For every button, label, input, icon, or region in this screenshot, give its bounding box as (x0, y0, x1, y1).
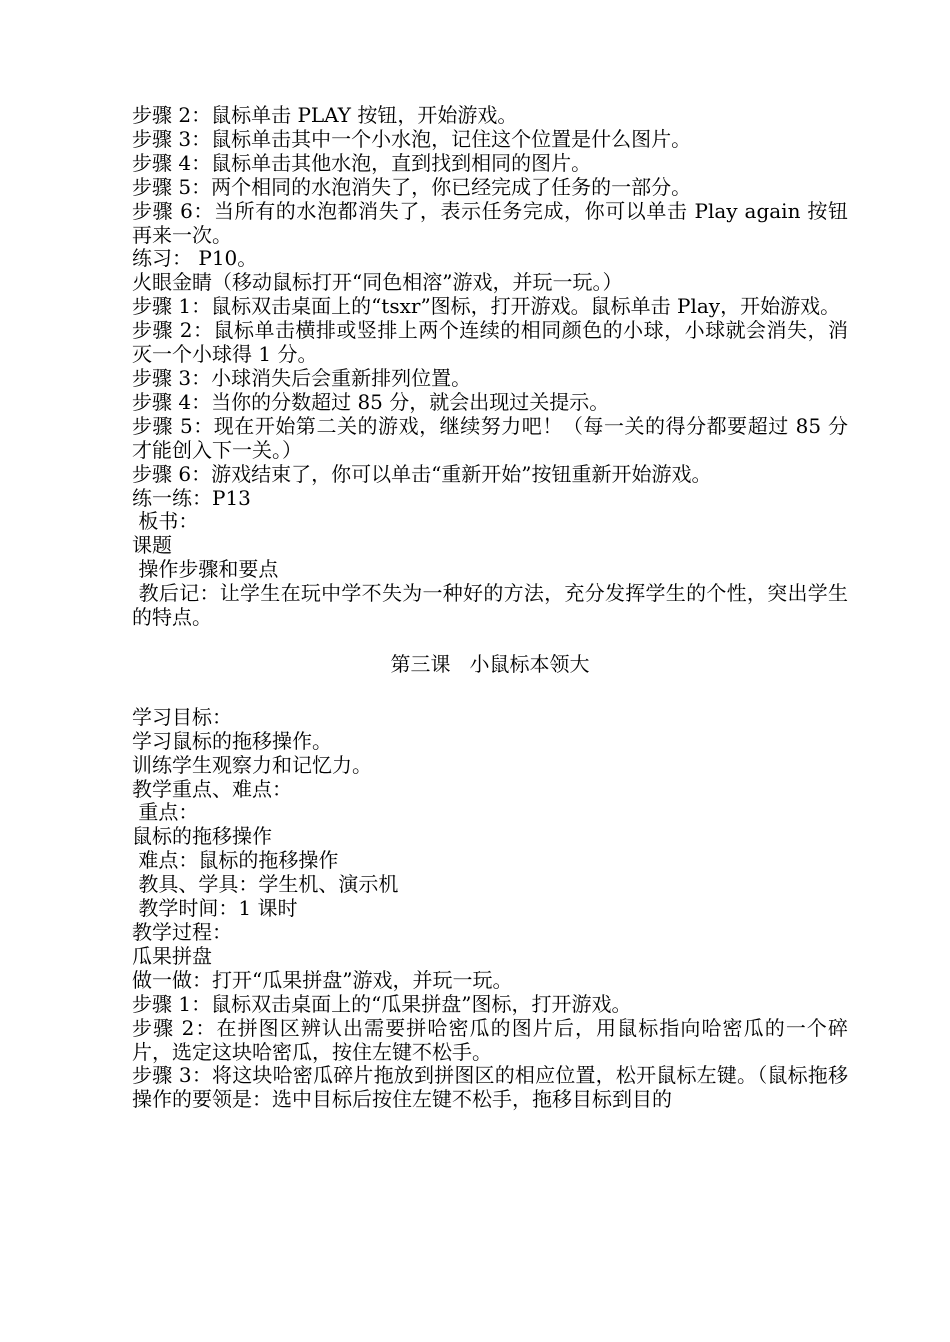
practice-line: 练一练：P13 (132, 485, 251, 510)
objective-1: 学习鼠标的拖移操作。 (132, 728, 332, 753)
step-2-line: 步骤 2：鼠标单击 PLAY 按钮，开始游戏。 (132, 103, 518, 127)
teaching-process-label: 教学过程： (132, 920, 232, 944)
step-5-line: 步骤 5：两个相同的水泡消失了，你已经完成了任务的一部分。 (132, 174, 692, 199)
fruit-puzzle-heading: 瓜果拼盘 (132, 943, 212, 968)
activity-step-3: 步骤 3：小球消失后会重新排列位置。 (132, 365, 472, 390)
steps-points-label: 操作步骤和要点 (132, 557, 279, 582)
difficulty-line: 难点：鼠标的拖移操作 (132, 848, 339, 873)
exercise-line: 练习： P10。 (132, 246, 258, 271)
activity-heading: 火眼金睛（移动鼠标打开“同色相溶”游戏，并玩一玩。） (132, 270, 623, 295)
key-point-label: 重点： (132, 800, 199, 825)
activity-step-4: 步骤 4：当你的分数超过 85 分，就会出现过关提示。 (132, 389, 610, 414)
objectives-label: 学习目标： (132, 704, 232, 729)
step-6-line: 步骤 6：当所有的水泡都消失了，表示任务完成，你可以单击 Play again 按钮再来一次。 (132, 198, 848, 247)
reflection-line: 教后记：让学生在玩中学不失为一种好的方法，充分发挥学生的个性，突出学生的特点。 (132, 581, 849, 630)
step-4-line: 步骤 4：鼠标单击其他水泡，直到找到相同的图片。 (132, 150, 592, 175)
blackboard-label: 板书： (132, 509, 199, 534)
teaching-time-line: 教学时间：1 课时 (132, 896, 298, 921)
activity-step-1: 步骤 1：鼠标双击桌面上的“tsxr”图标，打开游戏。鼠标单击 Play，开始游戏。 (132, 294, 841, 319)
objective-2: 训练学生观察力和记忆力。 (132, 752, 372, 777)
activity-step-2: 步骤 2：鼠标单击横排或竖排上两个连续的相同颜色的小球，小球就会消失，消灭一个小球得 1 分。 (132, 318, 848, 367)
teaching-tools-line: 教具、学具：学生机、演示机 (132, 872, 399, 897)
puzzle-step-3: 步骤 3：将这块哈密瓜碎片拖放到拼图区的相应位置，松开鼠标左键。（鼠标拖移操作的要领是：选中目标后按住左键不松手，拖移目标到目的 (132, 1063, 848, 1112)
topic-label: 课题 (132, 533, 172, 558)
lesson-title: 第三课 小鼠标本领大 (390, 651, 590, 676)
step-3-line: 步骤 3：鼠标单击其中一个小水泡，记住这个位置是什么图片。 (132, 126, 692, 151)
document-page (132, 104, 848, 1112)
do-it-line: 做一做：打开“瓜果拼盘”游戏，并玩一玩。 (132, 967, 513, 992)
puzzle-step-1: 步骤 1：鼠标双击桌面上的“瓜果拼盘”图标，打开游戏。 (132, 991, 632, 1016)
activity-step-5: 步骤 5：现在开始第二关的游戏，继续努力吧！（每一关的得分都要超过 85 分才能创入下一关。） (132, 413, 848, 462)
activity-step-6: 步骤 6：游戏结束了，你可以单击“重新开始”按钮重新开始游戏。 (132, 461, 712, 486)
key-point-text: 鼠标的拖移操作 (132, 824, 272, 849)
key-points-label: 教学重点、难点： (132, 776, 292, 801)
puzzle-step-2: 步骤 2：在拼图区辨认出需要拼哈密瓜的图片后，用鼠标指向哈密瓜的一个碎片，选定这块哈密瓜，按住左键不松手。 (132, 1015, 848, 1064)
